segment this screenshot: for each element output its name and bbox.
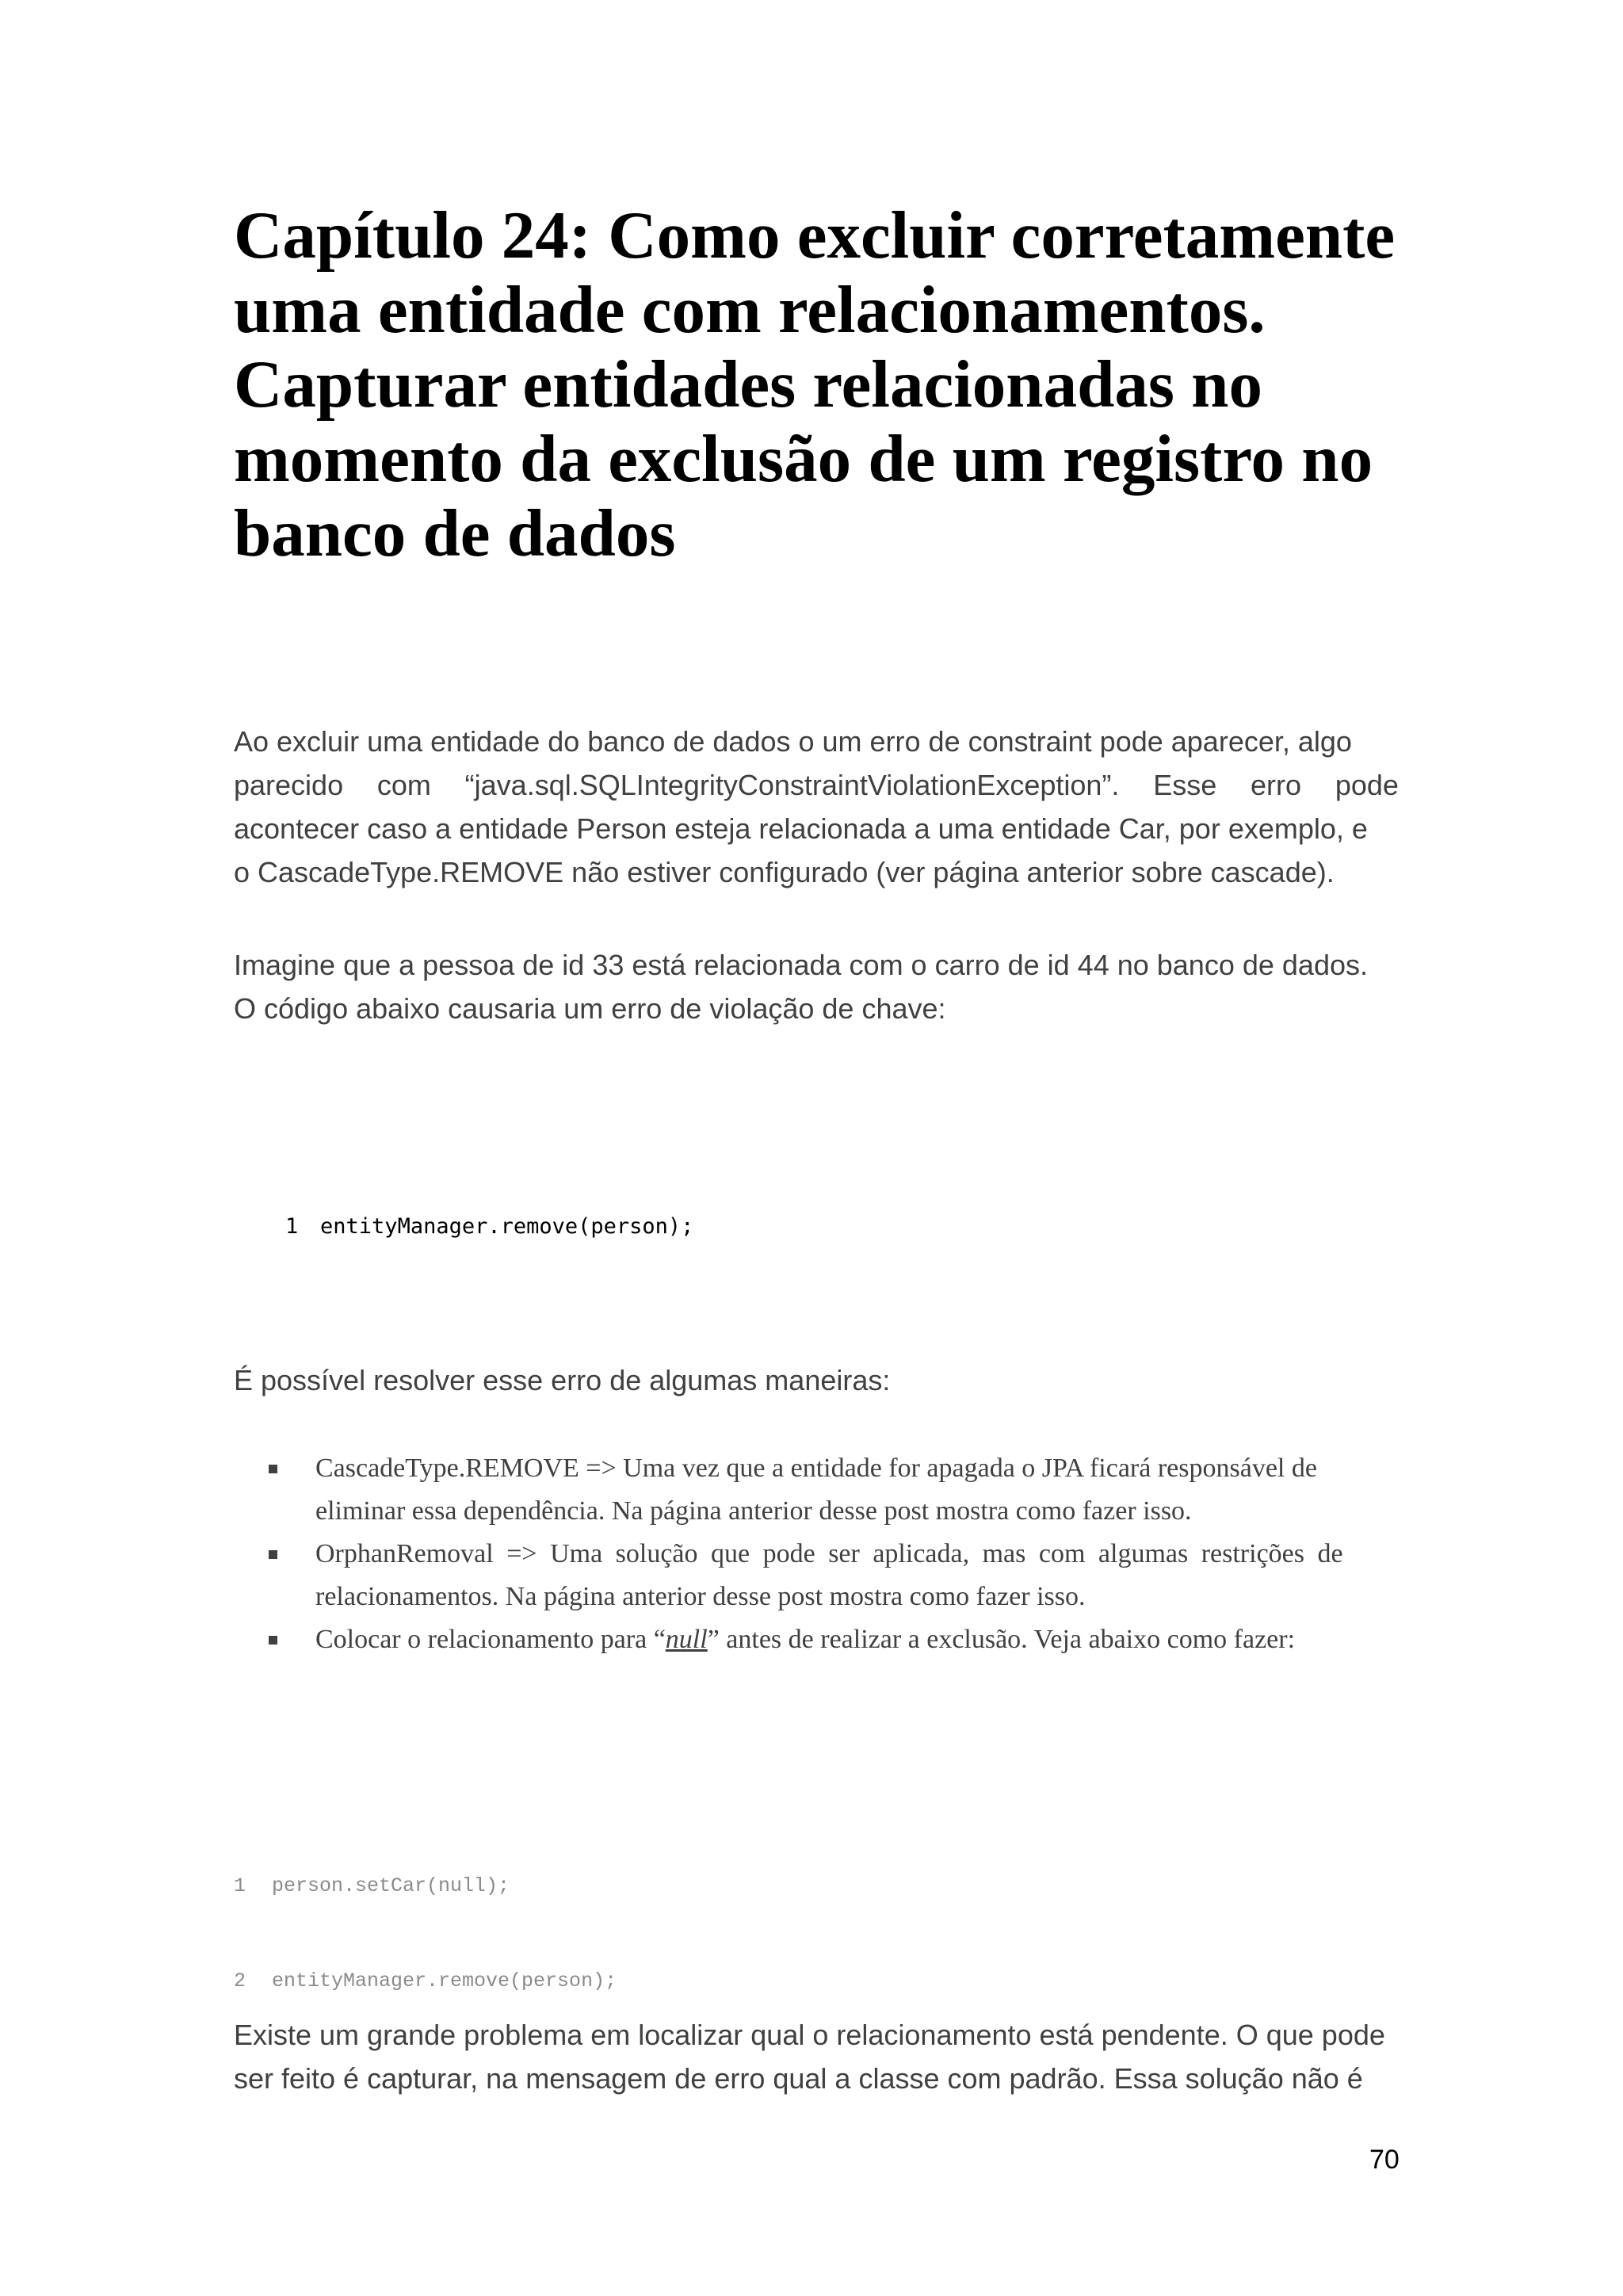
text-segment: ” antes de realizar a exclusão. Veja abaixo como fazer: <box>707 1625 1296 1654</box>
list-item <box>265 1447 1399 1533</box>
code-line-number: 2 <box>234 1969 246 1992</box>
chapter-title-line: uma entidade com relacionamentos. <box>234 273 1266 347</box>
intro-paragraph <box>234 720 1399 894</box>
code-row <box>234 1870 617 1902</box>
code-line: entityManager.remove(person); <box>320 1214 694 1239</box>
list-item-line: relacionamentos. Na página anterior desse post mostra como fazer isso. <box>315 1582 1086 1611</box>
paragraph-line: ser feito é capturar, na mensagem de erro qual a classe com padrão. Essa solução não é <box>234 2062 1363 2095</box>
chapter-title-line: Capítulo 24: Como excluir corretamente <box>234 198 1396 273</box>
list-item <box>265 1533 1399 1618</box>
closing-paragraph <box>234 2013 1399 2100</box>
solutions-intro: É possível resolver esse erro de algumas maneiras: <box>234 1364 891 1396</box>
word: Esse <box>1153 769 1217 801</box>
text-segment: Colocar o relacionamento para “ <box>315 1625 666 1654</box>
word: erro <box>1251 769 1302 801</box>
list-item-line: OrphanRemoval => Uma solução que pode ser aplicada, mas com algumas restrições de <box>315 1539 1343 1568</box>
page-number: 70 <box>1369 2145 1400 2175</box>
word: pode <box>1335 769 1399 801</box>
chapter-title-line: momento da exclusão de um registro no <box>234 422 1373 496</box>
word: “java.sql.SQLIntegrityConstraintViolationException”. <box>464 769 1120 801</box>
paragraph-line: O código abaixo causaria um erro de violação de chave: <box>234 992 946 1025</box>
list-item-line: CascadeType.REMOVE => Uma vez que a entidade for apagada o JPA ficará responsável de <box>315 1454 1317 1483</box>
square-bullet-icon <box>269 1550 277 1559</box>
paragraph-line: Ao excluir uma entidade do banco de dados o um erro de constraint pode aparecer, algo <box>234 725 1352 758</box>
code-row <box>234 1966 617 1997</box>
code-line: entityManager.remove(person); <box>272 1969 617 1992</box>
list-item-line: eliminar essa dependência. Na página anterior desse post mostra como fazer isso. <box>315 1496 1192 1526</box>
word: parecido <box>234 769 344 801</box>
word: com <box>376 769 431 801</box>
paragraph-line: Imagine que a pessoa de id 33 está relacionada com o carro de id 44 no banco de dados. <box>234 949 1368 981</box>
paragraph-line-justified <box>234 763 1399 807</box>
code-line-number: 1 <box>285 1214 299 1239</box>
null-keyword: null <box>665 1625 708 1654</box>
example-paragraph <box>234 943 1399 1030</box>
list-item <box>265 1618 1399 1661</box>
chapter-title-line: Capturar entidades relacionadas no <box>234 347 1262 422</box>
paragraph-line: o CascadeType.REMOVE não estiver configurado (ver página anterior sobre cascade). <box>234 856 1335 888</box>
chapter-title <box>234 198 1407 571</box>
code-block-remove <box>234 1179 693 1274</box>
square-bullet-icon <box>269 1636 277 1645</box>
solutions-list <box>265 1447 1399 1661</box>
code-line-number: 1 <box>234 1874 246 1897</box>
code-line: person.setCar(null); <box>272 1874 510 1897</box>
paragraph-line: Existe um grande problema em localizar qual o relacionamento está pendente. O que pode <box>234 2019 1385 2051</box>
chapter-title-line: banco de dados <box>234 496 676 571</box>
list-item-line <box>315 1618 1399 1661</box>
paragraph-line: acontecer caso a entidade Person esteja relacionada a uma entidade Car, por exemplo, e <box>234 812 1368 845</box>
square-bullet-icon <box>269 1465 277 1473</box>
